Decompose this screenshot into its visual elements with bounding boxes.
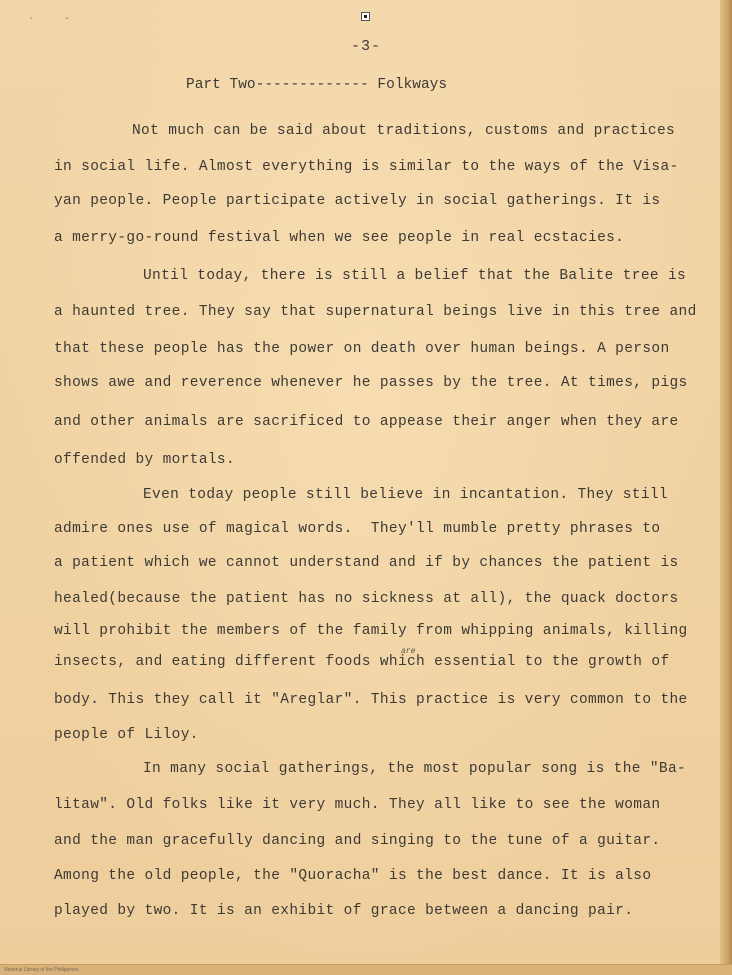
handwritten-insert: are [401, 647, 416, 656]
text-line-1: Not much can be said about traditions, customs and practices [132, 123, 676, 139]
text-line-20: litaw". Old folks like it very much. They all like to see the woman [54, 797, 661, 813]
text-line-15: will prohibit the members of the family from whipping animals, killing [54, 623, 688, 639]
text-line-10: offended by mortals. [54, 452, 236, 468]
text-line-3: yan people. People participate actively in social gatherings. It is [54, 193, 661, 209]
corner-mark-dash: - [64, 14, 71, 25]
text-line-22: Among the old people, the "Quoracha" is the best dance. It is also [54, 868, 652, 884]
text-line-5: Until today, there is still a belief that the Balite tree is [143, 268, 687, 284]
text-line-19: In many social gatherings, the most popular song is the "Ba- [143, 761, 687, 777]
text-line-16: insects, and eating different foods which essential to the growth of [54, 654, 670, 670]
text-line-2: in social life. Almost everything is similar to the ways of the Visa- [54, 159, 679, 175]
text-line-6: a haunted tree. They say that supernatural beings live in this tree and [54, 304, 697, 320]
text-line-14: healed(because the patient has no sickness at all), the quack doctors [54, 591, 679, 607]
section-heading: Part Two------------- Folkways [186, 77, 448, 93]
text-line-9: and other animals are sacrificed to appease their anger when they are [54, 414, 679, 430]
archive-stamp-icon [361, 12, 370, 21]
text-line-7: that these people has the power on death over human beings. A person [54, 341, 670, 357]
archive-footer-note: National Library of the Philippines [4, 967, 79, 973]
text-line-23: played by two. It is an exhibit of grace between a dancing pair. [54, 903, 634, 919]
page-right-edge [720, 0, 732, 975]
text-line-13: a patient which we cannot understand and if by chances the patient is [54, 555, 679, 571]
text-line-11: Even today people still believe in incantation. They still [143, 487, 668, 503]
text-line-18: people of Liloy. [54, 727, 199, 743]
corner-mark-left: · [28, 14, 35, 25]
text-line-17: body. This they call it "Areglar". This practice is very common to the [54, 692, 688, 708]
text-line-12: admire ones use of magical words. They'll mumble pretty phrases to [54, 521, 661, 537]
page-number: -3- [350, 38, 381, 55]
text-line-8: shows awe and reverence whenever he passes by the tree. At times, pigs [54, 375, 688, 391]
text-line-4: a merry-go-round festival when we see people in real ecstacies. [54, 230, 625, 246]
text-line-21: and the man gracefully dancing and singing to the tune of a guitar. [54, 833, 661, 849]
page-bottom-strip [0, 964, 732, 975]
